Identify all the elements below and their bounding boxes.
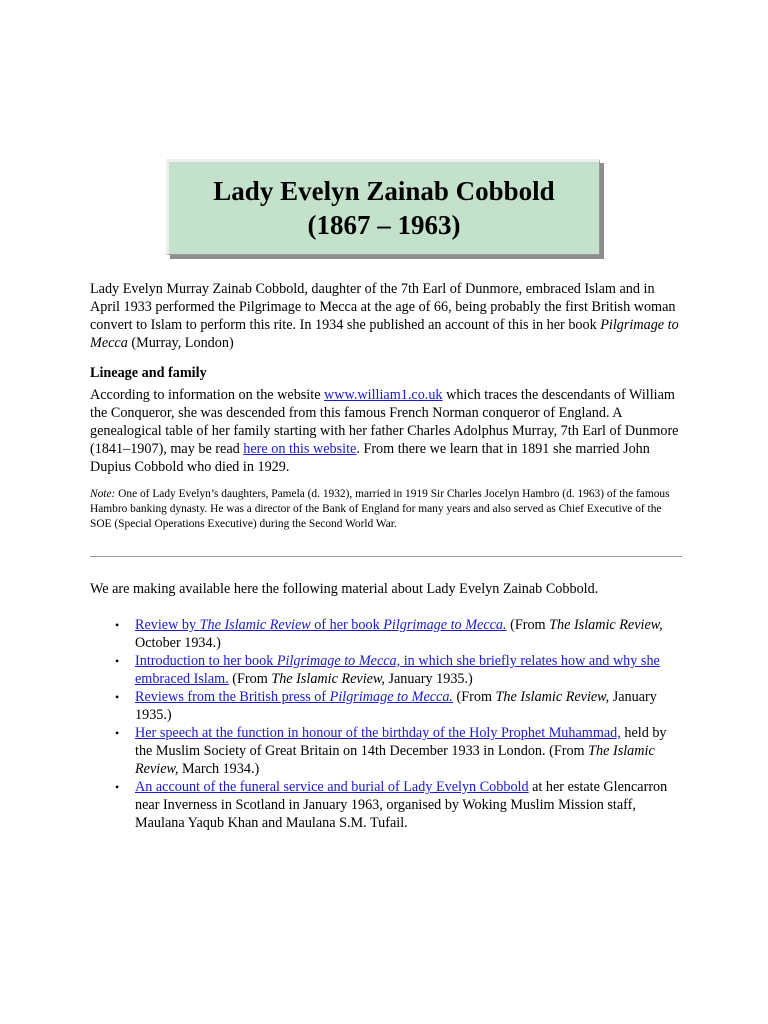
list-item: • Review by The Islamic Review of her book Pilgrimage to Mecca. (From The Islamic Review, October 1934.) — [115, 617, 663, 651]
lineage-text-end: . From there we learn that in 1891 she married John Dupius Cobbold who died in 1929. — [90, 441, 650, 475]
bullet: • — [115, 780, 120, 794]
review-link[interactable]: Review by The Islamic Review of her book Pilgrimage to Mecca. — [135, 617, 507, 633]
intro-text: Lady Evelyn Murray Zainab Cobbold, daughter of the 7th Earl of Dunmore, embraced Islam and in April 1933 performed the Pilgrimage to Mecca at the age of 66, being probably the first British woman convert to Islam to perform this rite. In 1934 she published an account of this in her book — [90, 281, 676, 333]
section-heading-lineage: Lineage and family — [90, 365, 207, 381]
press-reviews-link[interactable]: Reviews from the British press of Pilgrimage to Mecca. — [135, 689, 453, 705]
list-item: • Introduction to her book Pilgrimage to Mecca, in which she briefly relates how and why she embraced Islam. (From The Islamic Review, January 1935.) — [115, 653, 660, 687]
genealogy-link[interactable]: here on this website — [243, 441, 357, 457]
lineage-text: According to information on the website — [90, 387, 325, 403]
note-paragraph — [90, 487, 682, 532]
bullet: • — [115, 618, 120, 632]
note-label: Note: — [90, 488, 116, 500]
list-item: • Reviews from the British press of Pilgrimage to Mecca. (From The Islamic Review, January 1935.) — [115, 689, 657, 723]
funeral-account-link[interactable]: An account of the funeral service and burial of Lady Evelyn Cobbold — [135, 779, 529, 795]
intro-text-end: (Murray, London) — [127, 335, 234, 351]
divider — [90, 556, 682, 557]
website-link[interactable]: www.william1.co.uk — [324, 387, 443, 403]
bullet: • — [115, 726, 120, 740]
title-box — [166, 159, 600, 255]
page-title-dates: (1867 – 1963) — [307, 210, 461, 240]
lineage-paragraph — [90, 386, 682, 476]
materials-list — [90, 616, 682, 832]
speech-link[interactable]: Her speech at the function in honour of the birthday of the Holy Prophet Muhammad, — [135, 725, 621, 741]
intro-paragraph — [90, 280, 682, 352]
introduction-link[interactable]: Introduction to her book Pilgrimage to Mecca, in which she briefly relates how and why she embraced Islam. — [135, 653, 660, 687]
lineage-text-middle: which traces the descendants of William the Conqueror, she was descended from this famous French Norman conqueror of England. A genealogical table of her family starting with her father Charles Adolphus Murray, 7th Earl of Dunmore (1841–1907), may be read — [90, 387, 679, 457]
note-text: One of Lady Evelyn’s daughters, Pamela (d. 1932), married in 1919 Sir Charles Jocelyn Hambro (d. 1963) of the famous Hambro banking dynasty. He was a director of the Bank of England for many years and also served as Chief Executive of the SOE (Special Operations Executive) during the Second World War. — [90, 488, 670, 530]
page-title: Lady Evelyn Zainab Cobbold — [213, 176, 555, 206]
list-item: • Her speech at the function in honour of the birthday of the Holy Prophet Muhammad, held by the Muslim Society of Great Britain on 14th December 1933 in London. (From The Islamic Review, March 1934.) — [115, 725, 667, 777]
list-item: • An account of the funeral service and burial of Lady Evelyn Cobbold at her estate Glencarron near Inverness in Scotland in January 1963, organised by Woking Muslim Mission staff, Maulana Yaqub Khan and Maulana S.M. Tufail. — [115, 779, 668, 831]
content-body — [90, 280, 682, 832]
materials-intro: We are making available here the following material about Lady Evelyn Zainab Cobbold. — [90, 581, 599, 597]
bullet: • — [115, 690, 120, 704]
bullet: • — [115, 654, 120, 668]
book-title: Pilgrimage to Mecca — [90, 317, 679, 351]
